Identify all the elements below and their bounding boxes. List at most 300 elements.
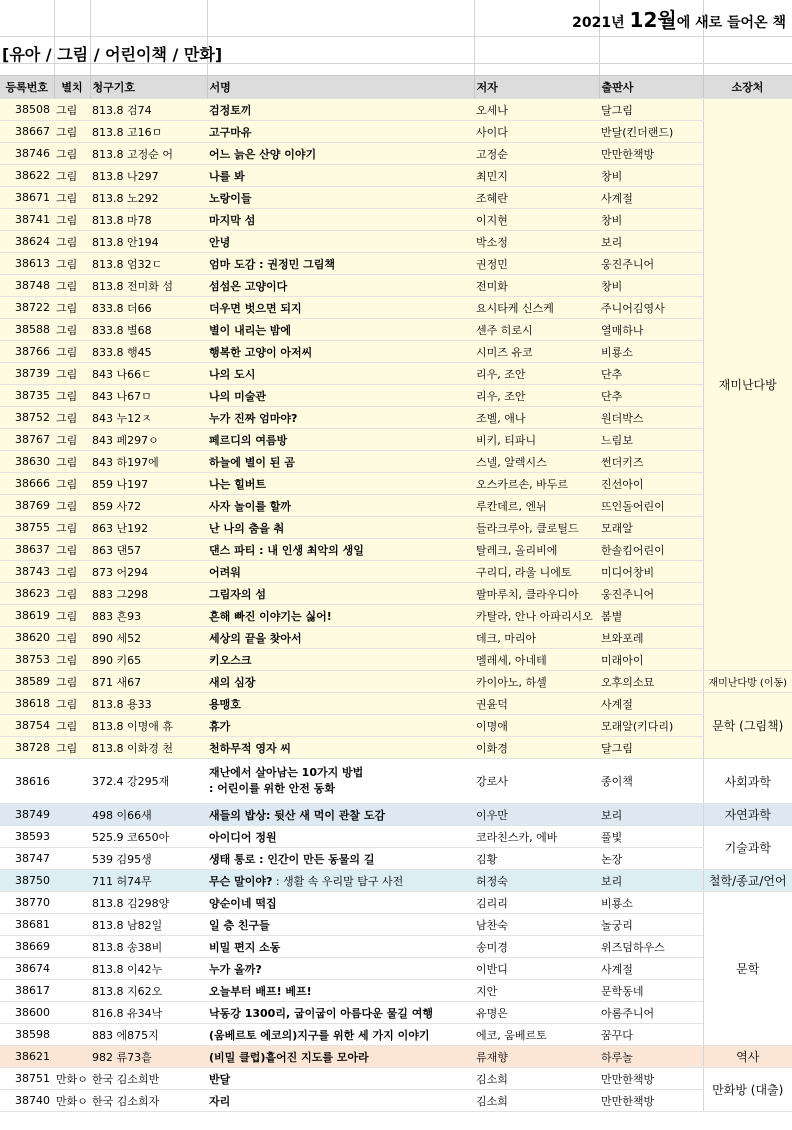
- separate-cell[interactable]: [54, 936, 90, 958]
- separate-cell[interactable]: 그림: [54, 407, 90, 429]
- location-cell[interactable]: 만화방 (대출): [703, 1068, 792, 1112]
- table-row[interactable]: [0, 209, 792, 231]
- separate-cell[interactable]: [54, 848, 90, 870]
- table-row[interactable]: [0, 319, 792, 341]
- reg-no-cell[interactable]: 38740: [0, 1090, 54, 1112]
- table-row[interactable]: [0, 605, 792, 627]
- separate-cell[interactable]: 그림: [54, 649, 90, 671]
- reg-no-cell[interactable]: 38589: [0, 671, 54, 693]
- author-cell[interactable]: 권정민: [474, 253, 599, 275]
- table-row[interactable]: [0, 914, 792, 936]
- author-cell[interactable]: 스넬, 알렉시스: [474, 451, 599, 473]
- reg-no-cell[interactable]: 38746: [0, 143, 54, 165]
- table-row[interactable]: [0, 848, 792, 870]
- separate-cell[interactable]: 그림: [54, 143, 90, 165]
- publisher-cell[interactable]: 사계절: [599, 958, 703, 980]
- title-cell[interactable]: 새의 심장: [207, 671, 474, 693]
- col-header-publisher[interactable]: 출판사: [599, 76, 703, 99]
- title-cell[interactable]: 검정토끼: [207, 99, 474, 121]
- reg-no-cell[interactable]: 38620: [0, 627, 54, 649]
- location-cell[interactable]: 문학: [703, 892, 792, 1046]
- author-cell[interactable]: 김리리: [474, 892, 599, 914]
- col-header-title[interactable]: 서명: [207, 76, 474, 99]
- publisher-cell[interactable]: 놀궁리: [599, 914, 703, 936]
- location-cell[interactable]: 재미난다방 (이동): [703, 671, 792, 693]
- table-row[interactable]: [0, 407, 792, 429]
- separate-cell[interactable]: 그림: [54, 385, 90, 407]
- call-number-cell[interactable]: 833.8 행45: [90, 341, 207, 363]
- reg-no-cell[interactable]: 38741: [0, 209, 54, 231]
- reg-no-cell[interactable]: 38598: [0, 1024, 54, 1046]
- call-number-cell[interactable]: 982 류73흩: [90, 1046, 207, 1068]
- table-row[interactable]: [0, 671, 792, 693]
- reg-no-cell[interactable]: 38621: [0, 1046, 54, 1068]
- separate-cell[interactable]: [54, 1024, 90, 1046]
- table-row[interactable]: [0, 495, 792, 517]
- separate-cell[interactable]: [54, 958, 90, 980]
- col-header-author[interactable]: 저자: [474, 76, 599, 99]
- author-cell[interactable]: 코라친스카, 에바: [474, 826, 599, 848]
- reg-no-cell[interactable]: 38748: [0, 275, 54, 297]
- separate-cell[interactable]: 그림: [54, 341, 90, 363]
- separate-cell[interactable]: 그림: [54, 429, 90, 451]
- title-cell[interactable]: 용맹호: [207, 693, 474, 715]
- call-number-cell[interactable]: 859 나197: [90, 473, 207, 495]
- author-cell[interactable]: 허정숙: [474, 870, 599, 892]
- table-row[interactable]: [0, 759, 792, 804]
- publisher-cell[interactable]: 만만한책방: [599, 1090, 703, 1112]
- reg-no-cell[interactable]: 38593: [0, 826, 54, 848]
- table-row[interactable]: [0, 958, 792, 980]
- publisher-cell[interactable]: 한솔킴어린이: [599, 539, 703, 561]
- publisher-cell[interactable]: 보리: [599, 231, 703, 253]
- title-cell[interactable]: 누가 진짜 엄마야?: [207, 407, 474, 429]
- publisher-cell[interactable]: 꿈꾸다: [599, 1024, 703, 1046]
- call-number-cell[interactable]: 816.8 유34낙: [90, 1002, 207, 1024]
- author-cell[interactable]: 들라크루아, 클로틸드: [474, 517, 599, 539]
- author-cell[interactable]: 김소희: [474, 1068, 599, 1090]
- publisher-cell[interactable]: 모래알(키다리): [599, 715, 703, 737]
- separate-cell[interactable]: [54, 1002, 90, 1024]
- separate-cell[interactable]: 그림: [54, 209, 90, 231]
- publisher-cell[interactable]: 단추: [599, 363, 703, 385]
- publisher-cell[interactable]: 브와포레: [599, 627, 703, 649]
- call-number-cell[interactable]: 813.8 엄32ㄷ: [90, 253, 207, 275]
- author-cell[interactable]: 김황: [474, 848, 599, 870]
- author-cell[interactable]: 데크, 마리아: [474, 627, 599, 649]
- author-cell[interactable]: 리우, 조안: [474, 363, 599, 385]
- author-cell[interactable]: 권윤덕: [474, 693, 599, 715]
- author-cell[interactable]: 전미화: [474, 275, 599, 297]
- call-number-cell[interactable]: 843 나67ㅁ: [90, 385, 207, 407]
- call-number-cell[interactable]: 843 누12ㅈ: [90, 407, 207, 429]
- reg-no-cell[interactable]: 38752: [0, 407, 54, 429]
- title-cell[interactable]: 키오스크: [207, 649, 474, 671]
- publisher-cell[interactable]: 반달(킨더랜드): [599, 121, 703, 143]
- publisher-cell[interactable]: 오후의소묘: [599, 671, 703, 693]
- separate-cell[interactable]: 그림: [54, 671, 90, 693]
- title-cell[interactable]: 흔해 빠진 이야기는 싫어!: [207, 605, 474, 627]
- separate-cell[interactable]: 만화ㅇ: [54, 1068, 90, 1090]
- title-cell[interactable]: 일 층 친구들: [207, 914, 474, 936]
- publisher-cell[interactable]: 모래알: [599, 517, 703, 539]
- separate-cell[interactable]: 그림: [54, 495, 90, 517]
- reg-no-cell[interactable]: 38623: [0, 583, 54, 605]
- table-row[interactable]: [0, 99, 792, 121]
- publisher-cell[interactable]: 미디어창비: [599, 561, 703, 583]
- separate-cell[interactable]: 그림: [54, 539, 90, 561]
- title-cell[interactable]: 생태 통로 : 인간이 만든 동물의 길: [207, 848, 474, 870]
- reg-no-cell[interactable]: 38743: [0, 561, 54, 583]
- title-cell[interactable]: 엄마 도감 : 권정민 그림책: [207, 253, 474, 275]
- title-cell[interactable]: (비밀 클럽)흩어진 지도를 모아라: [207, 1046, 474, 1068]
- separate-cell[interactable]: 그림: [54, 561, 90, 583]
- reg-no-cell[interactable]: 38770: [0, 892, 54, 914]
- author-cell[interactable]: 멜레세, 아네테: [474, 649, 599, 671]
- title-cell[interactable]: 고구마유: [207, 121, 474, 143]
- separate-cell[interactable]: 그림: [54, 319, 90, 341]
- author-cell[interactable]: 탈레크, 올리비에: [474, 539, 599, 561]
- table-row[interactable]: [0, 892, 792, 914]
- publisher-cell[interactable]: 창비: [599, 165, 703, 187]
- separate-cell[interactable]: 그림: [54, 627, 90, 649]
- table-row[interactable]: [0, 1002, 792, 1024]
- reg-no-cell[interactable]: 38681: [0, 914, 54, 936]
- call-number-cell[interactable]: 813.8 남82일: [90, 914, 207, 936]
- author-cell[interactable]: 유명은: [474, 1002, 599, 1024]
- call-number-cell[interactable]: 한국 김소희자: [90, 1090, 207, 1112]
- table-row[interactable]: [0, 517, 792, 539]
- title-cell[interactable]: 별이 내리는 밤에: [207, 319, 474, 341]
- table-row[interactable]: [0, 253, 792, 275]
- location-cell[interactable]: 자연과학: [703, 804, 792, 826]
- table-row[interactable]: [0, 561, 792, 583]
- author-cell[interactable]: 이반디: [474, 958, 599, 980]
- publisher-cell[interactable]: 풀빛: [599, 826, 703, 848]
- title-cell[interactable]: 나를 봐: [207, 165, 474, 187]
- col-header-call-number[interactable]: 청구기호: [90, 76, 207, 99]
- title-cell[interactable]: 나는 힐버트: [207, 473, 474, 495]
- title-cell[interactable]: [207, 870, 474, 892]
- table-row[interactable]: [0, 870, 792, 892]
- reg-no-cell[interactable]: 38588: [0, 319, 54, 341]
- publisher-cell[interactable]: 보리: [599, 804, 703, 826]
- table-row[interactable]: [0, 649, 792, 671]
- separate-cell[interactable]: 그림: [54, 605, 90, 627]
- author-cell[interactable]: 요시타케 신스케: [474, 297, 599, 319]
- reg-no-cell[interactable]: 38613: [0, 253, 54, 275]
- call-number-cell[interactable]: 833.8 더66: [90, 297, 207, 319]
- author-cell[interactable]: 에코, 움베르토: [474, 1024, 599, 1046]
- separate-cell[interactable]: [54, 826, 90, 848]
- call-number-cell[interactable]: 498 이66새: [90, 804, 207, 826]
- publisher-cell[interactable]: 썬더키즈: [599, 451, 703, 473]
- call-number-cell[interactable]: 한국 김소희반: [90, 1068, 207, 1090]
- reg-no-cell[interactable]: 38739: [0, 363, 54, 385]
- title-cell[interactable]: 낙동강 1300리, 굽이굽이 아름다운 물길 여행: [207, 1002, 474, 1024]
- author-cell[interactable]: 지안: [474, 980, 599, 1002]
- title-cell[interactable]: 그림자의 섬: [207, 583, 474, 605]
- location-cell[interactable]: 문학 (그림책): [703, 693, 792, 759]
- call-number-cell[interactable]: 813.8 고정순 어: [90, 143, 207, 165]
- title-cell[interactable]: 아이디어 정원: [207, 826, 474, 848]
- publisher-cell[interactable]: 만만한책방: [599, 143, 703, 165]
- call-number-cell[interactable]: 813.8 고16ㅁ: [90, 121, 207, 143]
- publisher-cell[interactable]: 진선아이: [599, 473, 703, 495]
- location-cell[interactable]: 사회과학: [703, 759, 792, 804]
- reg-no-cell[interactable]: 38728: [0, 737, 54, 759]
- title-cell[interactable]: 누가 올까?: [207, 958, 474, 980]
- author-cell[interactable]: 루칸데르, 엔뉘: [474, 495, 599, 517]
- call-number-cell[interactable]: 813.8 이화경 천: [90, 737, 207, 759]
- reg-no-cell[interactable]: 38630: [0, 451, 54, 473]
- call-number-cell[interactable]: 813.8 안194: [90, 231, 207, 253]
- separate-cell[interactable]: 그림: [54, 517, 90, 539]
- publisher-cell[interactable]: 보리: [599, 870, 703, 892]
- separate-cell[interactable]: [54, 892, 90, 914]
- separate-cell[interactable]: 그림: [54, 583, 90, 605]
- publisher-cell[interactable]: 미래아이: [599, 649, 703, 671]
- table-row[interactable]: [0, 121, 792, 143]
- publisher-cell[interactable]: 주니어김영사: [599, 297, 703, 319]
- publisher-cell[interactable]: 하루놀: [599, 1046, 703, 1068]
- title-cell[interactable]: 새들의 밥상: 뒷산 새 먹이 관찰 도감: [207, 804, 474, 826]
- table-row[interactable]: [0, 1068, 792, 1090]
- reg-no-cell[interactable]: 38637: [0, 539, 54, 561]
- call-number-cell[interactable]: 711 허74무: [90, 870, 207, 892]
- call-number-cell[interactable]: 539 김95생: [90, 848, 207, 870]
- publisher-cell[interactable]: 사계절: [599, 693, 703, 715]
- table-row[interactable]: [0, 473, 792, 495]
- separate-cell[interactable]: 그림: [54, 165, 90, 187]
- author-cell[interactable]: 센주 히로시: [474, 319, 599, 341]
- table-row[interactable]: [0, 539, 792, 561]
- separate-cell[interactable]: [54, 914, 90, 936]
- title-cell[interactable]: [207, 759, 474, 804]
- reg-no-cell[interactable]: 38735: [0, 385, 54, 407]
- separate-cell[interactable]: 그림: [54, 275, 90, 297]
- reg-no-cell[interactable]: 38769: [0, 495, 54, 517]
- table-row[interactable]: [0, 693, 792, 715]
- title-cell[interactable]: 오늘부터 배프! 베프!: [207, 980, 474, 1002]
- call-number-cell[interactable]: 813.8 전미화 섬: [90, 275, 207, 297]
- reg-no-cell[interactable]: 38671: [0, 187, 54, 209]
- reg-no-cell[interactable]: 38753: [0, 649, 54, 671]
- publisher-cell[interactable]: 원더박스: [599, 407, 703, 429]
- reg-no-cell[interactable]: 38508: [0, 99, 54, 121]
- author-cell[interactable]: 류재향: [474, 1046, 599, 1068]
- table-row[interactable]: [0, 804, 792, 826]
- author-cell[interactable]: 송미경: [474, 936, 599, 958]
- author-cell[interactable]: 사이다: [474, 121, 599, 143]
- publisher-cell[interactable]: 달그림: [599, 737, 703, 759]
- title-cell[interactable]: 노랑이들: [207, 187, 474, 209]
- separate-cell[interactable]: 그림: [54, 451, 90, 473]
- title-cell[interactable]: 페르디의 여름방: [207, 429, 474, 451]
- separate-cell[interactable]: 그림: [54, 693, 90, 715]
- author-cell[interactable]: 오세나: [474, 99, 599, 121]
- call-number-cell[interactable]: 813.8 나297: [90, 165, 207, 187]
- reg-no-cell[interactable]: 38674: [0, 958, 54, 980]
- author-cell[interactable]: 남찬숙: [474, 914, 599, 936]
- location-cell[interactable]: 역사: [703, 1046, 792, 1068]
- author-cell[interactable]: 이지현: [474, 209, 599, 231]
- reg-no-cell[interactable]: 38669: [0, 936, 54, 958]
- author-cell[interactable]: 팔마루치, 클라우디아: [474, 583, 599, 605]
- table-row[interactable]: [0, 980, 792, 1002]
- separate-cell[interactable]: 그림: [54, 297, 90, 319]
- call-number-cell[interactable]: 372.4 강295재: [90, 759, 207, 804]
- author-cell[interactable]: 리우, 조안: [474, 385, 599, 407]
- table-row[interactable]: [0, 627, 792, 649]
- title-cell[interactable]: 양순이네 떡집: [207, 892, 474, 914]
- call-number-cell[interactable]: 843 하197에: [90, 451, 207, 473]
- call-number-cell[interactable]: 813.8 이명애 휴: [90, 715, 207, 737]
- call-number-cell[interactable]: 873 어294: [90, 561, 207, 583]
- author-cell[interactable]: 카탈라, 안나 아파리시오: [474, 605, 599, 627]
- title-cell[interactable]: 나의 도시: [207, 363, 474, 385]
- author-cell[interactable]: 최민지: [474, 165, 599, 187]
- call-number-cell[interactable]: 813.8 지62오: [90, 980, 207, 1002]
- call-number-cell[interactable]: 859 사72: [90, 495, 207, 517]
- separate-cell[interactable]: 그림: [54, 737, 90, 759]
- title-cell[interactable]: 휴가: [207, 715, 474, 737]
- call-number-cell[interactable]: 871 새67: [90, 671, 207, 693]
- reg-no-cell[interactable]: 38755: [0, 517, 54, 539]
- separate-cell[interactable]: 그림: [54, 253, 90, 275]
- author-cell[interactable]: 강로사: [474, 759, 599, 804]
- call-number-cell[interactable]: 890 키65: [90, 649, 207, 671]
- call-number-cell[interactable]: 813.8 김298양: [90, 892, 207, 914]
- call-number-cell[interactable]: 813.8 노292: [90, 187, 207, 209]
- call-number-cell[interactable]: 813.8 검74: [90, 99, 207, 121]
- publisher-cell[interactable]: 비룡소: [599, 892, 703, 914]
- title-cell[interactable]: 비밀 편지 소동: [207, 936, 474, 958]
- reg-no-cell[interactable]: 38751: [0, 1068, 54, 1090]
- table-row[interactable]: [0, 1024, 792, 1046]
- author-cell[interactable]: 조벨, 애나: [474, 407, 599, 429]
- col-header-separate[interactable]: 별치: [54, 76, 90, 99]
- publisher-cell[interactable]: 느림보: [599, 429, 703, 451]
- reg-no-cell[interactable]: 38617: [0, 980, 54, 1002]
- col-header-reg-no[interactable]: 등록번호: [0, 76, 54, 99]
- publisher-cell[interactable]: 봄볕: [599, 605, 703, 627]
- reg-no-cell[interactable]: 38619: [0, 605, 54, 627]
- title-cell[interactable]: 반달: [207, 1068, 474, 1090]
- reg-no-cell[interactable]: 38722: [0, 297, 54, 319]
- author-cell[interactable]: 김소희: [474, 1090, 599, 1112]
- publisher-cell[interactable]: 만만한책방: [599, 1068, 703, 1090]
- call-number-cell[interactable]: 863 난192: [90, 517, 207, 539]
- reg-no-cell[interactable]: 38600: [0, 1002, 54, 1024]
- call-number-cell[interactable]: 833.8 별68: [90, 319, 207, 341]
- reg-no-cell[interactable]: 38622: [0, 165, 54, 187]
- call-number-cell[interactable]: 863 댄57: [90, 539, 207, 561]
- reg-no-cell[interactable]: 38767: [0, 429, 54, 451]
- table-row[interactable]: [0, 451, 792, 473]
- table-row[interactable]: [0, 143, 792, 165]
- reg-no-cell[interactable]: 38754: [0, 715, 54, 737]
- table-row[interactable]: [0, 165, 792, 187]
- author-cell[interactable]: 고정순: [474, 143, 599, 165]
- call-number-cell[interactable]: 883 흔93: [90, 605, 207, 627]
- separate-cell[interactable]: 그림: [54, 715, 90, 737]
- author-cell[interactable]: 이명애: [474, 715, 599, 737]
- publisher-cell[interactable]: 웅진주니어: [599, 253, 703, 275]
- table-row[interactable]: [0, 1090, 792, 1112]
- publisher-cell[interactable]: 아롬주니어: [599, 1002, 703, 1024]
- table-row[interactable]: [0, 275, 792, 297]
- reg-no-cell[interactable]: 38666: [0, 473, 54, 495]
- publisher-cell[interactable]: 사계절: [599, 187, 703, 209]
- author-cell[interactable]: 조혜란: [474, 187, 599, 209]
- author-cell[interactable]: 이화경: [474, 737, 599, 759]
- title-cell[interactable]: 더우면 벗으면 되지: [207, 297, 474, 319]
- publisher-cell[interactable]: 웅진주니어: [599, 583, 703, 605]
- separate-cell[interactable]: 만화ㅇ: [54, 1090, 90, 1112]
- separate-cell[interactable]: [54, 1046, 90, 1068]
- publisher-cell[interactable]: 열매하나: [599, 319, 703, 341]
- call-number-cell[interactable]: 843 나66ㄷ: [90, 363, 207, 385]
- table-row[interactable]: [0, 936, 792, 958]
- separate-cell[interactable]: 그림: [54, 231, 90, 253]
- call-number-cell[interactable]: 883 그298: [90, 583, 207, 605]
- author-cell[interactable]: 오스카르손, 바두르: [474, 473, 599, 495]
- title-cell[interactable]: 나의 미술관: [207, 385, 474, 407]
- call-number-cell[interactable]: 813.8 이42누: [90, 958, 207, 980]
- reg-no-cell[interactable]: 38624: [0, 231, 54, 253]
- title-cell[interactable]: 섬섬은 고양이다: [207, 275, 474, 297]
- title-cell[interactable]: 안녕: [207, 231, 474, 253]
- separate-cell[interactable]: 그림: [54, 121, 90, 143]
- call-number-cell[interactable]: 890 세52: [90, 627, 207, 649]
- publisher-cell[interactable]: 뜨인돌어린이: [599, 495, 703, 517]
- author-cell[interactable]: 이우만: [474, 804, 599, 826]
- separate-cell[interactable]: [54, 870, 90, 892]
- table-row[interactable]: [0, 297, 792, 319]
- table-row[interactable]: [0, 385, 792, 407]
- author-cell[interactable]: 박소정: [474, 231, 599, 253]
- title-cell[interactable]: 세상의 끝을 찾아서: [207, 627, 474, 649]
- separate-cell[interactable]: [54, 804, 90, 826]
- reg-no-cell[interactable]: 38618: [0, 693, 54, 715]
- publisher-cell[interactable]: 달그림: [599, 99, 703, 121]
- title-cell[interactable]: 행복한 고양이 아저씨: [207, 341, 474, 363]
- location-cell[interactable]: 재미난다방: [703, 99, 792, 671]
- title-cell[interactable]: 댄스 파티 : 내 인생 최악의 생일: [207, 539, 474, 561]
- table-row[interactable]: [0, 341, 792, 363]
- reg-no-cell[interactable]: 38749: [0, 804, 54, 826]
- reg-no-cell[interactable]: 38750: [0, 870, 54, 892]
- call-number-cell[interactable]: 813.8 용33: [90, 693, 207, 715]
- call-number-cell[interactable]: 843 페297ㅇ: [90, 429, 207, 451]
- author-cell[interactable]: 구리디, 라울 니에토: [474, 561, 599, 583]
- table-row[interactable]: [0, 429, 792, 451]
- table-row[interactable]: [0, 737, 792, 759]
- separate-cell[interactable]: [54, 759, 90, 804]
- table-row[interactable]: [0, 826, 792, 848]
- call-number-cell[interactable]: 883 에875지: [90, 1024, 207, 1046]
- col-header-location[interactable]: 소장처: [703, 76, 792, 99]
- table-row[interactable]: [0, 187, 792, 209]
- location-cell[interactable]: 기술과학: [703, 826, 792, 870]
- table-row[interactable]: [0, 1046, 792, 1068]
- call-number-cell[interactable]: 813.8 송38비: [90, 936, 207, 958]
- call-number-cell[interactable]: 813.8 마78: [90, 209, 207, 231]
- reg-no-cell[interactable]: 38766: [0, 341, 54, 363]
- table-row[interactable]: [0, 231, 792, 253]
- title-cell[interactable]: 자리: [207, 1090, 474, 1112]
